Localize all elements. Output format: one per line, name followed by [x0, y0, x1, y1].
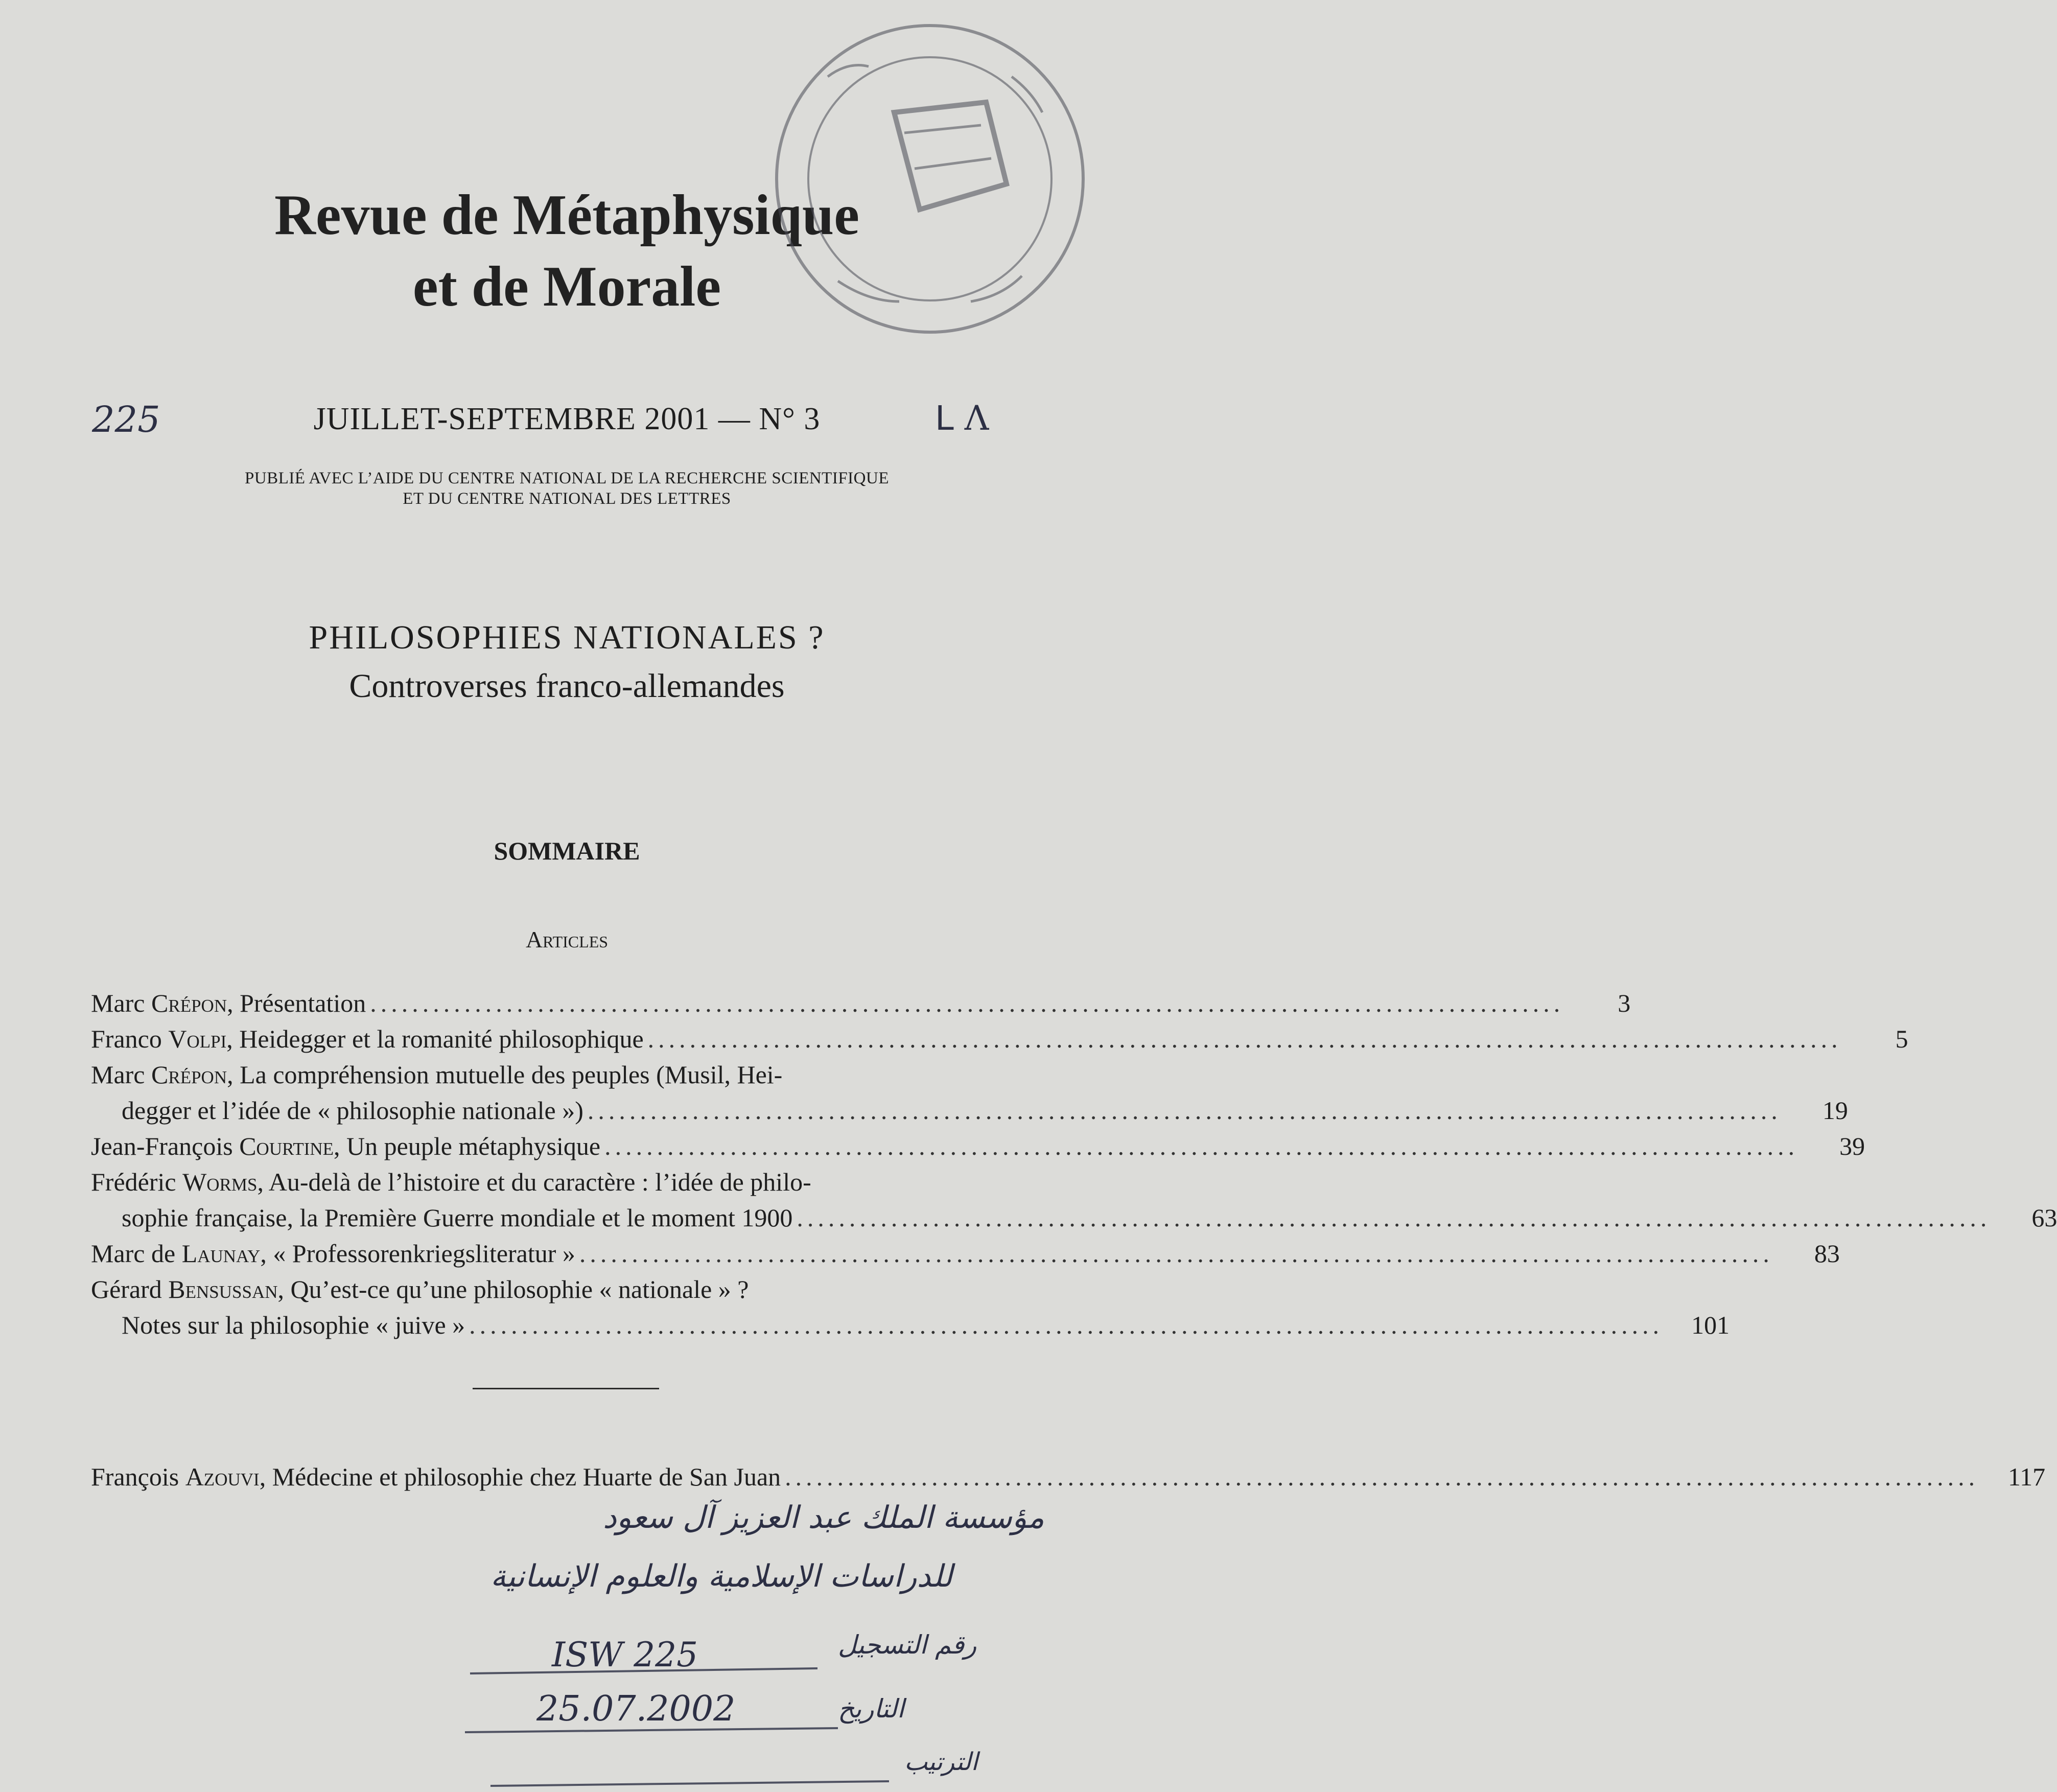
leader-dots: ..................................................................................................................: [785, 1462, 1979, 1491]
date-label: التاريخ: [838, 1694, 904, 1724]
toc-page-number: 101: [1691, 1311, 1730, 1339]
registration-value: ISW 225: [552, 1635, 698, 1674]
toc-author-first: Frédéric: [91, 1168, 183, 1196]
published-with-line2: ET DU CENTRE NATIONAL DES LETTRES: [403, 490, 731, 508]
toc-author-last: Courtine: [239, 1132, 334, 1160]
journal-title-line1: Revue de Métaphysique: [274, 183, 859, 247]
toc-entry: [91, 1128, 1865, 1164]
toc-author-last: Worms: [182, 1168, 258, 1196]
toc-author-first: Franco: [91, 1025, 169, 1053]
extra-article: [91, 1459, 2046, 1495]
toc-article-title-continued: Notes sur la philosophie « juive »: [122, 1311, 465, 1339]
toc-entry: [91, 1236, 1840, 1271]
toc-entry: [91, 1459, 2046, 1495]
published-with-line1: PUBLIÉ AVEC L’AIDE DU CENTRE NATIONAL DE LA RECHERCHE SCIENTIFIQUE: [245, 469, 889, 487]
toc-page-number: 19: [1822, 1096, 1848, 1125]
toc-article-title: , Au-delà de l’histoire et du caractère : l’idée de philo-: [257, 1168, 811, 1196]
sommaire-heading: SOMMAIRE: [494, 836, 640, 865]
toc-entry: [91, 1021, 1908, 1057]
toc-page-number: 5: [1895, 1025, 1908, 1053]
library-note-line2: للدراسات الإسلامية والعلوم الإنسانية: [490, 1558, 953, 1594]
toc-page-number: 117: [2008, 1462, 2046, 1491]
leader-dots: ..................................................................................................................: [647, 1025, 1842, 1053]
toc-entry-continued: [91, 1307, 1730, 1343]
registration-label: رقم التسجيل: [838, 1630, 977, 1660]
toc-page-number: 63: [2031, 1203, 2057, 1232]
toc-entry: [91, 1057, 1036, 1092]
toc-article-title: , Présentation: [227, 989, 366, 1017]
toc-author-last: Crépon: [151, 989, 227, 1017]
toc-author-last: Launay: [181, 1239, 261, 1268]
order-label: الترتيب: [904, 1748, 978, 1776]
toc-article-title-continued: degger et l’idée de « philosophie nationale »): [122, 1096, 583, 1125]
toc-author-first: Gérard: [91, 1275, 169, 1304]
toc-entry-continued: [91, 1200, 2057, 1236]
toc-author-first: Marc: [91, 1060, 151, 1089]
toc-page-number: 3: [1618, 989, 1631, 1017]
date-value: 25.07.2002: [536, 1689, 736, 1729]
theme-subtitle: Controverses franco-allemandes: [349, 667, 785, 705]
leader-dots: ..................................................................................................................: [469, 1311, 1664, 1339]
handwritten-underlines-icon: [450, 1492, 1012, 1788]
toc-article-title-continued: sophie française, la Première Guerre mondiale et le moment 1900: [122, 1203, 793, 1232]
toc-author-first: Marc de: [91, 1239, 182, 1268]
toc-author-last: Crépon: [151, 1060, 227, 1089]
articles-heading: Articles: [525, 926, 609, 952]
toc-author-first: Jean-François: [91, 1132, 240, 1160]
toc-article-title: , Heidegger et la romanité philosophique: [226, 1025, 644, 1053]
toc-author-last: Bensussan: [168, 1275, 278, 1304]
toc-entry: [91, 985, 1631, 1021]
toc-article-title: , « Professorenkriegsliteratur »: [260, 1239, 575, 1268]
library-stamp-icon: [766, 15, 1093, 342]
library-note-line1: مؤسسة الملك عبد العزيز آل سعود: [603, 1500, 1044, 1535]
table-of-contents: [91, 985, 2057, 1343]
leader-dots: ..................................................................................................................: [604, 1132, 1799, 1160]
toc-article-title: , Un peuple métaphysique: [334, 1132, 601, 1160]
toc-author-last: Volpi: [168, 1025, 227, 1053]
journal-title-line2: et de Morale: [412, 255, 721, 318]
issue-line: JUILLET-SEPTEMBRE 2001 — N° 3: [313, 402, 821, 436]
handwritten-number-left: 225: [92, 399, 160, 440]
toc-article-title: , Médecine et philosophie chez Huarte de San Juan: [259, 1462, 781, 1491]
toc-entry: [91, 1271, 1036, 1307]
theme-title: PHILOSOPHIES NATIONALES ?: [309, 619, 825, 656]
toc-entry: [91, 1164, 1036, 1200]
toc-author-first: Marc: [91, 989, 151, 1017]
leader-dots: ..................................................................................................................: [587, 1096, 1782, 1125]
toc-author-last: Azouvi: [185, 1462, 260, 1491]
toc-page-number: 39: [1839, 1132, 1865, 1160]
toc-author-first: François: [91, 1462, 185, 1491]
leader-dots: ..................................................................................................................: [797, 1203, 1991, 1232]
toc-article-title: , La compréhension mutuelle des peuples (Musil, Hei-: [227, 1060, 783, 1089]
toc-article-title: , Qu’est-ce qu’une philosophie « nationale » ?: [277, 1275, 749, 1304]
leader-dots: ..................................................................................................................: [370, 989, 1564, 1017]
handwritten-mark-right: ᒪ Λ: [935, 399, 989, 438]
section-divider: [473, 1388, 659, 1389]
toc-entry-continued: [91, 1092, 1848, 1128]
toc-page-number: 83: [1814, 1239, 1840, 1268]
leader-dots: ..................................................................................................................: [579, 1239, 1773, 1268]
